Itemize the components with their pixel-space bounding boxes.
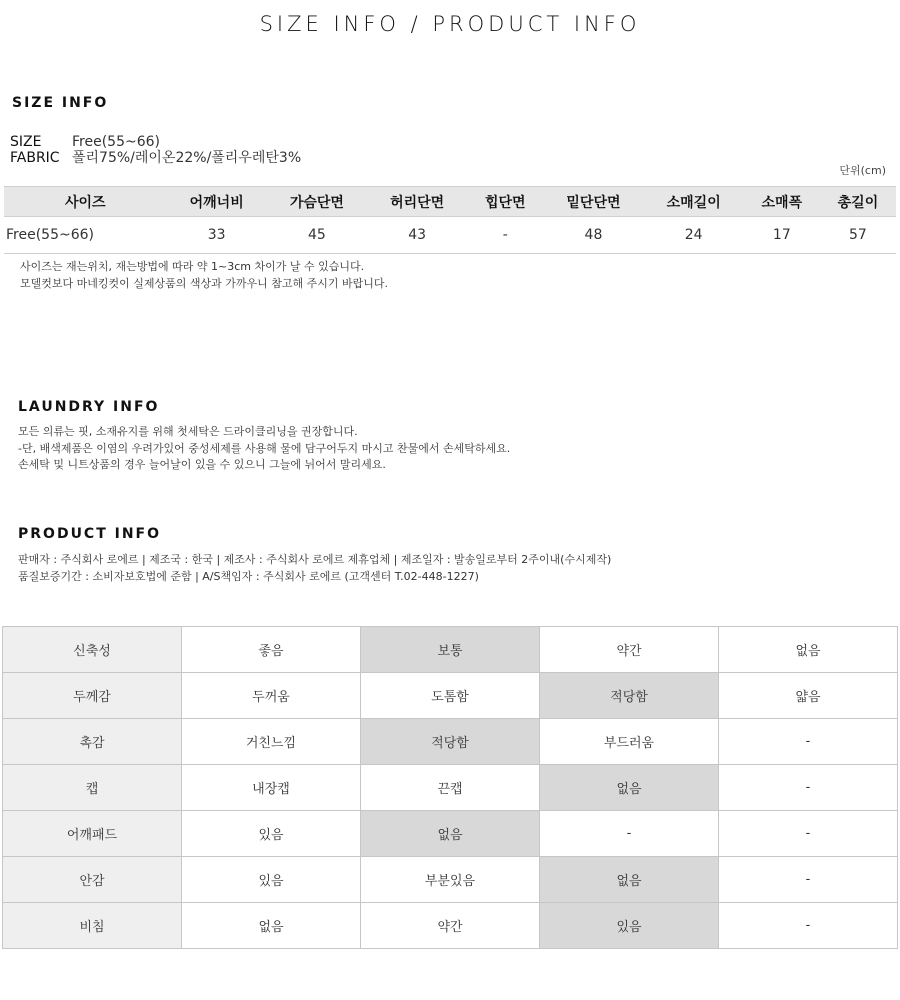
quality-option: 두꺼움 [182,673,361,719]
size-note-line: 모델컷보다 마네킹컷이 실제상품의 색상과 가까우니 참고해 주시기 바랍니다. [20,276,389,290]
size-col-header: 허리단면 [367,187,467,217]
quality-attribute-label: 비침 [3,903,182,949]
product-info-heading: PRODUCT INFO [18,526,162,542]
quality-option: - [719,857,898,903]
quality-option: 부드러움 [540,719,719,765]
size-cell: 17 [744,217,820,254]
quality-option: - [719,719,898,765]
size-info-heading: SIZE INFO [12,95,109,111]
product-line: 품질보증기간 : 소비자보호법에 준함 | A/S책임자 : 주식회사 로에르 (고객센터 T.02-448-1227) [18,569,479,583]
size-notes [20,259,388,292]
size-value: Free(55~66) [72,134,160,150]
quality-option-selected: 적당함 [361,719,540,765]
quality-row [3,719,898,765]
quality-option: 있음 [182,811,361,857]
size-note-line: 사이즈는 재는위치, 재는방법에 따라 약 1~3cm 차이가 날 수 있습니다. [20,260,365,273]
quality-option: - [719,765,898,811]
size-cell: Free(55~66) [4,217,167,254]
size-col-header: 밑단단면 [543,187,643,217]
size-cell: 43 [367,217,467,254]
quality-option: 거친느낌 [182,719,361,765]
laundry-notes [18,424,510,474]
quality-option: - [719,811,898,857]
size-col-header: 소매폭 [744,187,820,217]
size-cell: 57 [820,217,896,254]
quality-row [3,811,898,857]
quality-row [3,765,898,811]
size-cell: - [467,217,543,254]
quality-attribute-label: 신축성 [3,627,182,673]
quality-option: - [719,903,898,949]
size-cell: 48 [543,217,643,254]
page-title: SIZE INFO / PRODUCT INFO [259,12,641,36]
quality-option: 없음 [719,627,898,673]
laundry-line: -단, 배색제품은 이염의 우려가있어 중성세제를 사용해 물에 담구어두지 마시고 찬물에서 손세탁하세요. [18,441,511,455]
quality-option: 도톰함 [361,673,540,719]
quality-row [3,857,898,903]
quality-attribute-label: 캡 [3,765,182,811]
quality-attribute-label: 촉감 [3,719,182,765]
quality-option: 부분있음 [361,857,540,903]
quality-option-selected: 적당함 [540,673,719,719]
laundry-line: 모든 의류는 핏, 소재유지를 위해 첫세탁은 드라이클리닝을 권장합니다. [18,425,358,438]
product-notes [18,552,611,585]
quality-option: 좋음 [182,627,361,673]
quality-option: 약간 [361,903,540,949]
spec-block [10,134,301,166]
quality-option: 얇음 [719,673,898,719]
quality-attribute-label: 안감 [3,857,182,903]
quality-option: 있음 [182,857,361,903]
size-col-header: 힙단면 [467,187,543,217]
quality-row [3,627,898,673]
quality-option-selected: 보통 [361,627,540,673]
quality-option: 내장캡 [182,765,361,811]
laundry-line: 손세탁 및 니트상품의 경우 늘어날이 있을 수 있으니 그늘에 뉘어서 말리세요. [18,458,386,471]
size-col-header: 가슴단면 [267,187,367,217]
size-label: SIZE [10,134,42,150]
size-table [4,186,896,254]
quality-option: - [540,811,719,857]
quality-option: 끈캡 [361,765,540,811]
size-table-row [4,217,896,254]
size-col-header: 총길이 [820,187,896,217]
size-cell: 45 [267,217,367,254]
quality-attribute-label: 두께감 [3,673,182,719]
unit-label: 단위(cm) [839,164,886,177]
fabric-label: FABRIC [10,150,60,166]
quality-attribute-label: 어깨패드 [3,811,182,857]
laundry-info-heading: LAUNDRY INFO [18,399,160,415]
size-cell: 24 [644,217,744,254]
quality-option-selected: 없음 [540,857,719,903]
size-col-header: 소매길이 [644,187,744,217]
size-table-header-row [4,187,896,217]
size-cell: 33 [167,217,267,254]
product-line: 판매자 : 주식회사 로에르 | 제조국 : 한국 | 제조사 : 주식회사 로에르 제휴업체 | 제조일자 : 발송일로부터 2주이내(수시제작) [18,553,612,566]
quality-row [3,673,898,719]
fabric-value: 폴리75%/레이온22%/폴리우레탄3% [72,150,302,166]
quality-option: 약간 [540,627,719,673]
quality-option: 없음 [182,903,361,949]
quality-option-selected: 없음 [540,765,719,811]
quality-option-selected: 없음 [361,811,540,857]
size-col-header: 사이즈 [4,187,167,217]
size-col-header: 어깨너비 [167,187,267,217]
quality-option-selected: 있음 [540,903,719,949]
quality-table [2,626,898,949]
quality-row [3,903,898,949]
